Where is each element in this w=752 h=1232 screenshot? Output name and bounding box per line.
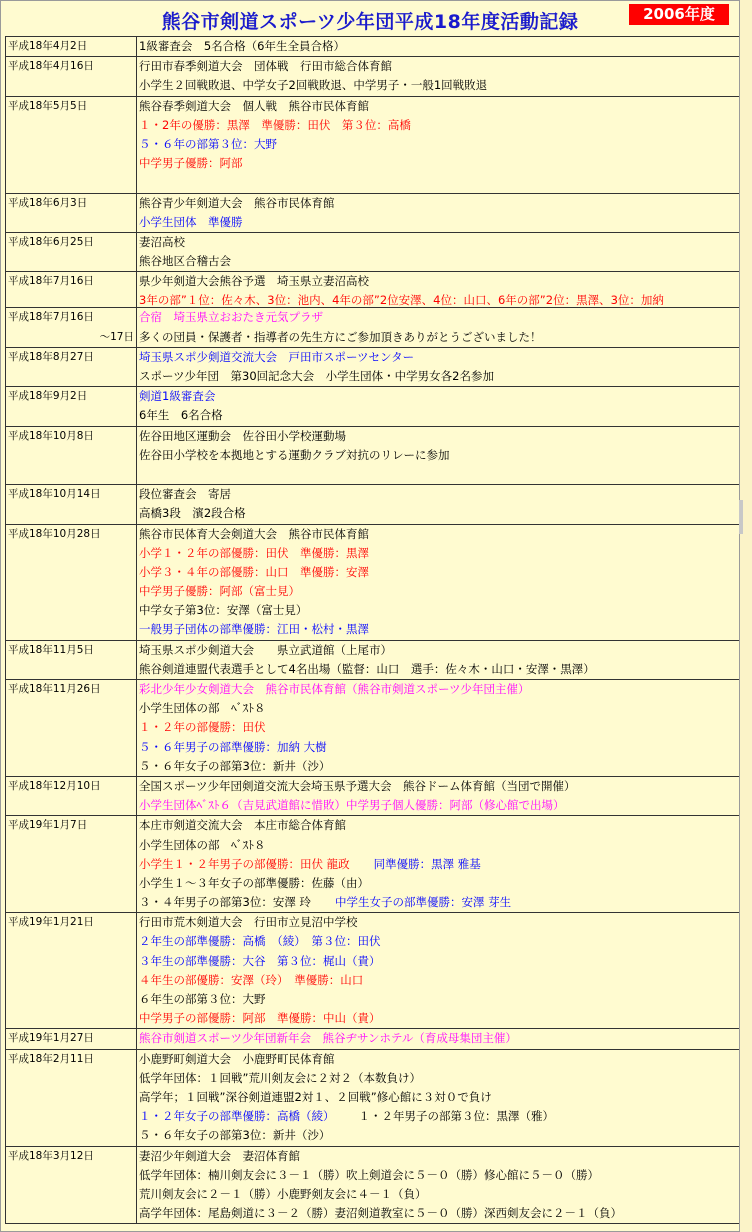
event-detail-cell [137,1146,741,1224]
event-detail-text: ６年生の部第３位：大野 [139,992,266,1006]
event-detail-text: １・２年女子の部準優勝：高橋（綾） [139,1109,335,1124]
event-detail-text: 6年生 6名合格 [139,408,223,423]
event-date: 平成18年11月5日 [8,643,94,656]
table-row [6,347,741,386]
event-date-cell [6,1029,137,1049]
event-detail-text: 荒川剣友会に２－１（勝）小鹿野剣友会に４－１（負） [139,1186,427,1201]
activity-table [5,36,740,1224]
event-date-cell [6,232,137,271]
table-row [6,816,741,913]
event-date: 平成19年1月7日 [8,819,88,832]
event-detail-text: 熊谷春季剣道大会 個人戦 熊谷市民体育館 [139,98,369,113]
event-detail-text: 低学年団体：楠川剣友会に３－１（勝）吹上剣道会に５－０（勝）修心館に５－０（勝） [139,1167,599,1182]
event-detail-text: 小学生２回戦敗退、中学女子2回戦敗退、中学男子・一般1回戦敗退 [139,78,488,93]
event-date-end: ～17日 [99,330,134,343]
event-detail-text: 中学男子優勝：阿部 [139,156,243,171]
event-detail-text: 県少年剣道大会熊谷予選 埼玉県立妻沼高校 [139,274,369,289]
event-detail-text: 本庄市剣道交流大会 本庄市総合体育館 [139,818,346,833]
event-date-cell [6,640,137,679]
event-detail-text: 小学生団体の部 ﾍﾞｽﾄ８ [139,837,266,852]
table-row [6,1049,741,1146]
event-date: 平成18年4月2日 [8,40,88,52]
event-date-cell [6,816,137,913]
event-detail-text: 行田市荒木剣道大会 行田市立見沼中学校 [139,915,358,930]
event-detail-text: 熊谷市剣道スポーツ少年団新年会 熊谷ヂサンホテル（育成母集団主催） [139,1031,517,1046]
event-detail-text: 佐谷田地区運動会 佐谷田小学校運動場 [139,428,346,443]
event-detail-cell [137,57,741,96]
event-detail-text: 熊谷剣道連盟代表選手として4名出場（監督：山口 選手：佐々木・山口・安澤・黒澤） [139,661,595,676]
event-date-cell [6,1146,137,1224]
event-date-cell [6,913,137,1029]
event-detail-text: 小学３・４年の部優勝：山口 準優勝：安澤 [139,564,369,579]
event-detail-text: 全国スポーツ少年団剣道交流大会埼玉県予選大会 熊谷ドーム体育館（当団で開催） [139,778,576,793]
event-detail-text: 多くの団員・保護者・指導者の先生方にご参加頂きありがとうございました！ [139,329,542,344]
event-date: 平成18年10月8日 [8,429,94,442]
event-detail-text: 熊谷市民体育大会剣道大会 熊谷市民体育館 [139,526,369,541]
table-row [6,272,741,308]
page-title: 熊谷市剣道スポーツ少年団平成18年度活動記録 [161,11,579,33]
event-detail-cell [137,272,741,308]
event-detail-text: 1級審査会 5名合格（6年生全員合格） [139,39,345,53]
event-detail-text: ３年生の部準優勝：大谷 第３位：梶山（貴） [139,953,381,968]
event-date-cell [6,524,137,640]
event-date-cell [6,1049,137,1146]
event-detail-text: 小学生１・２年男子の部優勝：田伏 龍政 [139,856,350,871]
event-detail-cell [137,426,741,485]
table-row [6,640,741,679]
event-date: 平成19年1月27日 [8,1032,94,1045]
event-detail-text: 中学女子第3位：安澤（富士見） [139,603,308,618]
event-detail-text: スポーツ少年団 第30回記念大会 小学生団体・中学男女各2名参加 [139,369,494,383]
event-date: 平成18年10月14日 [8,488,101,501]
table-row [6,1029,741,1049]
table-row [6,193,741,232]
event-detail-text: 小学生団体ﾍﾞｽﾄ６（吉見武道館に惜敗）中学男子個人優勝：阿部（修心館で出場） [139,798,565,813]
event-date-cell [6,680,137,777]
table-row [6,387,741,426]
event-detail-cell [137,485,741,524]
event-detail-text: １・２年の部優勝：田伏 [139,720,266,735]
event-detail-text: 小学生団体 準優勝 [139,214,243,229]
event-detail-text: ５・６年男子の部準優勝：加納 大樹 [139,739,327,754]
table-row [6,37,741,57]
event-detail-text: 小学生団体の部 ﾍﾞｽﾄ８ [139,701,266,716]
event-detail-cell [137,776,741,815]
event-detail-text: 低学年団体：１回戦”荒川剣友会に２対２（本数負け） [139,1070,421,1085]
event-date-cell [6,308,137,347]
event-detail-cell [137,193,741,232]
event-detail-text: 行田市春季剣道大会 団体戦 行田市総合体育館 [139,59,392,74]
event-detail-text: 妻沼高校 [139,234,185,249]
event-detail-text: ２年生の部準優勝：高橋 （綾） 第３位：田伏 [139,934,381,949]
event-date: 平成18年6月3日 [8,196,88,209]
table-row [6,96,741,193]
event-detail-text: 高学年；１回戦”深谷剣道連盟2対１、２回戦”修心館に３対０で負け [139,1089,492,1104]
event-detail-cell [137,387,741,426]
event-detail-text: 剣道1級審査会 [139,389,216,404]
event-detail-cell [137,680,741,777]
table-row [6,426,741,485]
table-row [6,680,741,777]
event-date-cell [6,387,137,426]
event-detail-cell [137,524,741,640]
event-detail-text: 妻沼少年剣道大会 妻沼体育館 [139,1148,300,1163]
event-detail-text: 中学男子の部優勝：阿部 準優勝：中山（貴） [139,1011,381,1026]
event-date: 平成18年7月16日 [8,275,94,288]
event-date-cell [6,347,137,386]
event-detail-text: 彩北少年少女剣道大会 熊谷市民体育館（熊谷市剣道スポーツ少年団主催） [139,682,530,696]
event-date: 平成18年11月26日 [8,683,101,695]
event-date-cell [6,272,137,308]
event-date: 平成18年6月25日 [8,235,94,248]
table-row [6,1146,741,1224]
event-detail-cell [137,232,741,271]
event-detail-text: 小鹿野町剣道大会 小鹿野町民体育館 [139,1051,335,1066]
event-date-cell [6,57,137,96]
table-row [6,485,741,524]
table-row [6,913,741,1029]
event-detail-text: 段位審査会 寄居 [139,487,231,502]
event-date: 平成19年1月21日 [8,916,94,929]
event-detail-text: １・2年の優勝：黒澤 準優勝：田伏 第３位：高橋 [139,117,411,132]
event-detail-cell [137,308,741,347]
event-date: 平成18年7月16日 [8,311,94,324]
event-date-cell [6,37,137,57]
event-date-cell [6,96,137,193]
event-detail-extra: 同準優勝：黒澤 雅基 [373,856,481,871]
event-date-cell [6,485,137,524]
event-detail-text: ３・４年男子の部第3位：安澤 玲 [139,895,311,910]
event-detail-text: 中学男子優勝：阿部（富士見） [139,584,300,599]
event-detail-text: 高橋3段 濱2段合格 [139,506,246,521]
table-row [6,232,741,271]
event-detail-cell [137,37,741,57]
event-date: 平成18年4月16日 [8,60,94,73]
event-detail-text: 埼玉県スポ少剣道交流大会 戸田市スポーツセンター [139,349,415,364]
event-detail-text: ４年生の部優勝：安澤（玲） 準優勝：山口 [139,972,364,987]
scrollbar-thumb[interactable] [739,500,743,534]
event-date: 平成18年9月2日 [8,390,88,403]
event-date-cell [6,193,137,232]
event-detail-cell [137,1049,741,1146]
event-detail-cell [137,347,741,386]
event-detail-extra: １・２年男子の部第３位：黒澤（雅） [358,1109,554,1124]
event-detail-cell [137,1029,741,1049]
table-row [6,776,741,815]
event-detail-cell [137,816,741,913]
event-date-cell [6,426,137,485]
event-detail-text: 合宿 埼玉県立おおたき元気プラザ [139,310,323,325]
event-date: 平成18年3月12日 [8,1149,94,1162]
event-detail-text: 佐谷田小学校を本拠地とする運動クラブ対抗のリレーに参加 [139,447,450,462]
event-date: 平成18年10月28日 [8,527,101,540]
event-detail-text: 一般男子団体の部準優勝：江田・松村・黒澤 [139,622,369,637]
event-detail-text: 熊谷地区合稽古会 [139,254,231,269]
event-detail-text: 3年の部”１位：佐々木、3位：池内、4年の部”2位安澤、4位：山口、6年の部”2位：黒澤、3位：加納 [139,293,664,308]
table-row [6,57,741,96]
event-date: 平成18年2月11日 [8,1052,94,1065]
table-row [6,308,741,347]
event-date: 平成18年5月5日 [8,99,88,112]
event-date: 平成18年12月10日 [8,779,101,792]
event-detail-text: 埼玉県スポ少剣道大会 県立武道館（上尾市） [139,642,392,657]
event-detail-cell [137,640,741,679]
event-detail-text: 小学生１～３年女子の部準優勝：佐藤（由） [139,875,369,890]
event-date: 平成18年8月27日 [8,350,94,363]
event-detail-text: ５・６年女子の部第3位：新井（沙） [139,758,331,773]
event-detail-extra: 中学生女子の部準優勝：安澤 芽生 [334,895,512,910]
event-detail-cell [137,96,741,193]
event-detail-text: 熊谷青少年剣道大会 熊谷市民体育館 [139,195,335,210]
event-detail-text: 高学年団体：尾島剣道に３－２（勝）妻沼剣道教室に５－０（勝）深西剣友会に２－１（負） [139,1206,622,1221]
event-date-cell [6,776,137,815]
event-detail-text: ５・６年女子の部第3位：新井（沙） [139,1128,331,1143]
event-detail-cell [137,913,741,1029]
event-detail-text: 小学１・２年の部優勝：田伏 準優勝：黒澤 [139,545,369,560]
year-badge: 2006年度 [629,4,729,25]
table-row [6,524,741,640]
event-detail-text: ５・６年の部第３位：大野 [139,136,277,151]
